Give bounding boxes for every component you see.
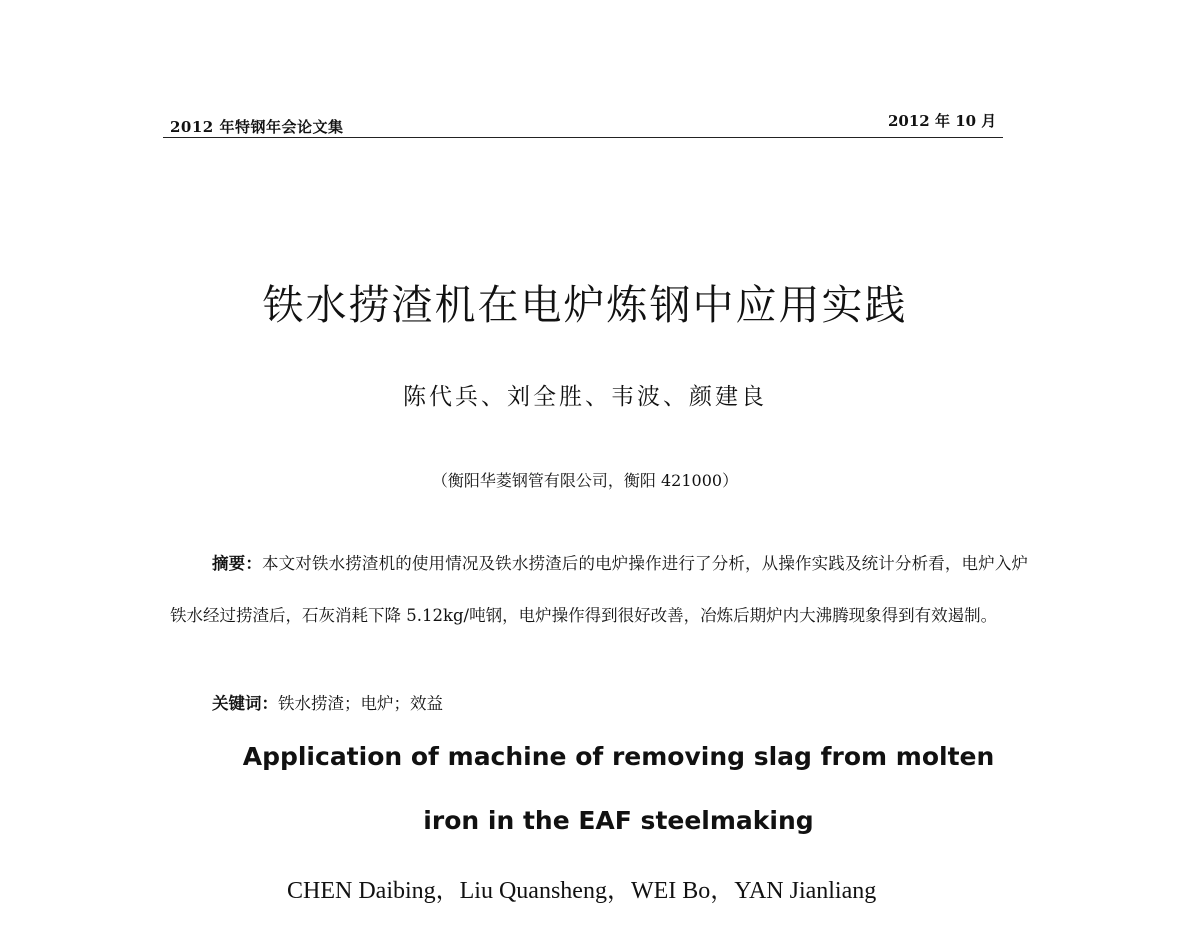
english-title-line-2: iron in the EAF steelmaking xyxy=(423,806,814,835)
header-left-text: 2012 年特钢年会论文集 xyxy=(170,118,344,136)
abstract-text: 本文对铁水捞渣机的使用情况及铁水捞渣后的电炉操作进行了分析，从操作实践及统计分析看，电炉入炉铁水经过捞渣后，石灰消耗下降 5.12kg/吨钢，电炉操作得到很好改善，冶炼后期炉内大沸腾现象得到有效遏制。 xyxy=(170,554,1028,625)
english-authors: CHEN Daibing，Liu Quansheng，WEI Bo，YAN Jianliang xyxy=(287,878,877,904)
keywords-label: 关键词： xyxy=(212,694,278,713)
abstract-label: 摘要： xyxy=(212,554,262,573)
paper-authors: 陈代兵、刘全胜、韦波、颜建良 xyxy=(403,384,767,410)
english-title-line-1: Application of machine of removing slag from molten xyxy=(242,742,995,771)
keywords-line xyxy=(212,690,443,714)
abstract-paragraph xyxy=(170,538,1028,642)
keywords-text: 铁水捞渣；电炉；效益 xyxy=(278,694,443,713)
paper-title: 铁水捞渣机在电炉炼钢中应用实践 xyxy=(262,281,908,329)
paper-affiliation: （衡阳华菱钢管有限公司，衡阳 421000） xyxy=(431,471,739,490)
header-rule xyxy=(163,137,1003,138)
header-right-date: 2012 年 10 月 xyxy=(888,112,997,130)
